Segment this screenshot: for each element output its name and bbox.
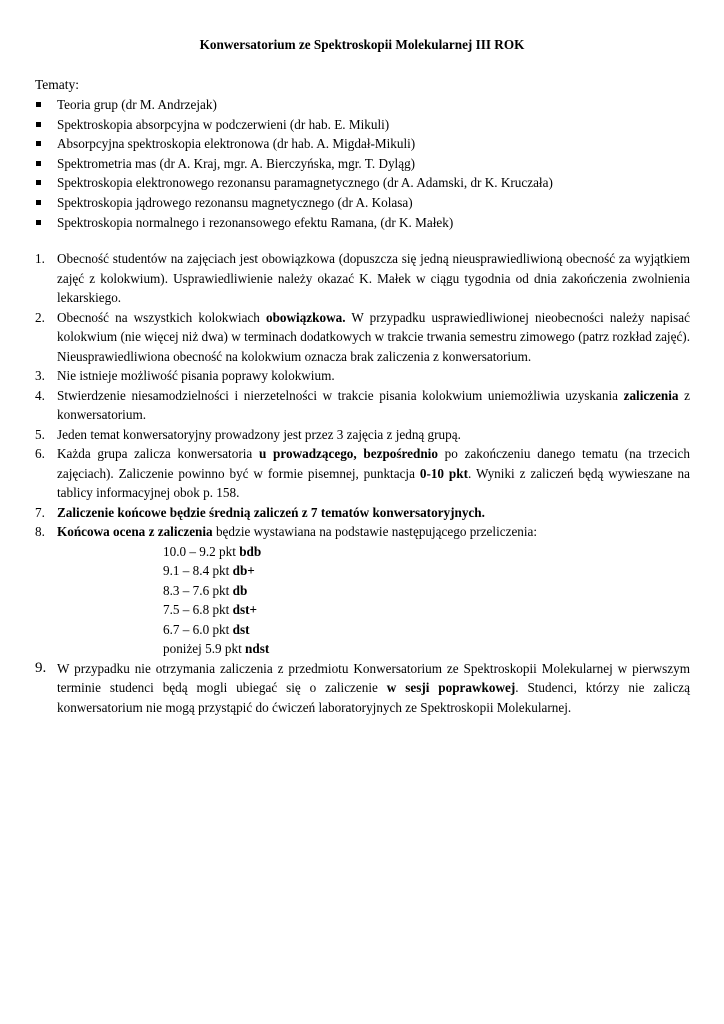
page-title: Konwersatorium ze Spektroskopii Molekularnej III ROK [199,37,525,52]
grade-row: 10.0 – 9.2 pkt bdb [163,543,262,559]
rule-5 [35,425,690,445]
emphasis: 0-10 pkt [419,465,468,481]
rule-number: 3. [35,368,45,383]
grade-row: poniżej 5.9 pkt ndst [163,641,270,656]
emphasis: zaliczenia [623,387,679,403]
rule-text: Obecność studentów na zajęciach jest obowiązkowa (dopuszcza się jedną nieusprawiedliwioną obecność za wyjątkiem zajęć z kolokwium). Usprawiedliwienie należy okazać K. Małek w ciągu tygodnia od dnia zakończenia zwolnienia lekarskiego. [57,251,690,305]
rule-3 [35,366,690,386]
topics-heading: Tematy: [35,77,80,92]
rule-text: Nie istnieje możliwość pisania poprawy kolokwium. [57,368,335,383]
list-item: Spektrometria mas (dr A. Kraj, mgr. A. Bierczyńska, mgr. T. Dyląg) [35,154,685,174]
rule-4: 4. Stwierdzenie niesamodzielności i nierzetelności w trakcie pisania kolokwium uniemożliwia uzyskania zaliczenia z konwersatorium. [35,387,690,422]
rule-2: 2. Obecność na wszystkich kolokwiach obowiązkowa. W przypadku usprawiedliwionej nieobecności należy napisać kolokwium (nie więcej niż dwa) w terminach dodatkowych w trakcie trwania semestru zimowego (patrz rozkład zajęć). Nieusprawiedliwiona obecność na kolokwium oznacza brak zaliczenia z konwersatorium. [35,309,690,364]
rule-8: 8. Końcowa ocena z zaliczenia będzie wystawiana na podstawie następującego przeliczenia: 10.0 – 9.2 pkt bdb 9.1 – 8.4 pkt db+ 8.3 – 7.6 pkt db 7.5 – 6.8 pkt dst+ 6.7 – 6.0 pkt dst poniżej 5.9 pkt ndst [35,522,690,659]
grade-row: 9.1 – 8.4 pkt db+ [163,563,255,578]
list-item: Teoria grup (dr M. Andrzejak) [35,95,685,115]
grade-row: 8.3 – 7.6 pkt db [163,582,248,598]
square-bullet-icon [36,161,41,166]
square-bullet-icon [36,102,41,107]
square-bullet-icon [36,180,41,185]
emphasis: Końcowa ocena z zaliczenia [57,524,213,539]
list-item: Spektroskopia elektronowego rezonansu paramagnetycznego (dr A. Adamski, dr K. Kruczała) [35,173,685,193]
rule-number: 6. [35,446,45,461]
grade-scale [57,542,690,659]
rule-number: 8. [35,524,45,539]
emphasis: obowiązkowa. [266,309,346,325]
rule-1 [35,249,690,308]
rule-number: 9. [35,659,47,676]
list-item: Spektroskopia normalnego i rezonansowego efektu Ramana, (dr K. Małek) [35,213,685,233]
square-bullet-icon [36,141,41,146]
list-item: Absorpcyjna spektroskopia elektronowa (dr hab. A. Migdał-Mikuli) [35,134,685,154]
square-bullet-icon [36,122,41,127]
square-bullet-icon [36,220,41,225]
rule-number: 1. [35,251,45,266]
list-item: Spektroskopia absorpcyjna w podczerwieni (dr hab. E. Mikuli) [35,115,685,135]
rule-9: 9. W przypadku nie otrzymania zaliczenia z przedmiotu Konwersatorium ze Spektroskopii Molekularnej w pierwszym terminie studenci będą mogli ubiegać się o zaliczenie w sesji poprawkowej. Studenci, którzy nie zaliczą konwersatorium nie mogą przystąpić do ćwiczeń laboratoryjnych ze Spektroskopii Molekularnej. [35,659,691,715]
list-item: Spektroskopia jądrowego rezonansu magnetycznego (dr A. Kolasa) [35,193,685,213]
grade-row: 6.7 – 6.0 pkt dst [163,621,250,637]
rule-number: 2. [35,309,45,325]
emphasis: w sesji poprawkowej [386,680,516,695]
rule-text: Zaliczenie końcowe będzie średnią zaliczeń z 7 tematów konwersatoryjnych. [57,504,485,520]
topics-list [35,95,685,232]
rule-text: Jeden temat konwersatoryjny prowadzony jest przez 3 zajęcia z jedną grupą. [57,426,461,442]
rule-number: 4. [35,387,45,403]
rule-number: 7. [35,504,45,520]
grade-row: 7.5 – 6.8 pkt dst+ [163,602,257,617]
rule-number: 5. [35,426,45,442]
rules-list [35,249,690,717]
emphasis: u prowadzącego, bezpośrednio [258,446,438,461]
square-bullet-icon [36,200,41,205]
rule-6: 6. Każda grupa zalicza konwersatoria u prowadzącego, bezpośrednio po zakończeniu danego tematu (na trzecich zajęciach). Zaliczenie powinno być w formie pisemnej, punktacja 0-10 pkt. Wyniki z zaliczeń będą wywieszane na tablicy informacyjnej obok p. 158. [35,446,691,500]
rule-7 [35,503,690,523]
